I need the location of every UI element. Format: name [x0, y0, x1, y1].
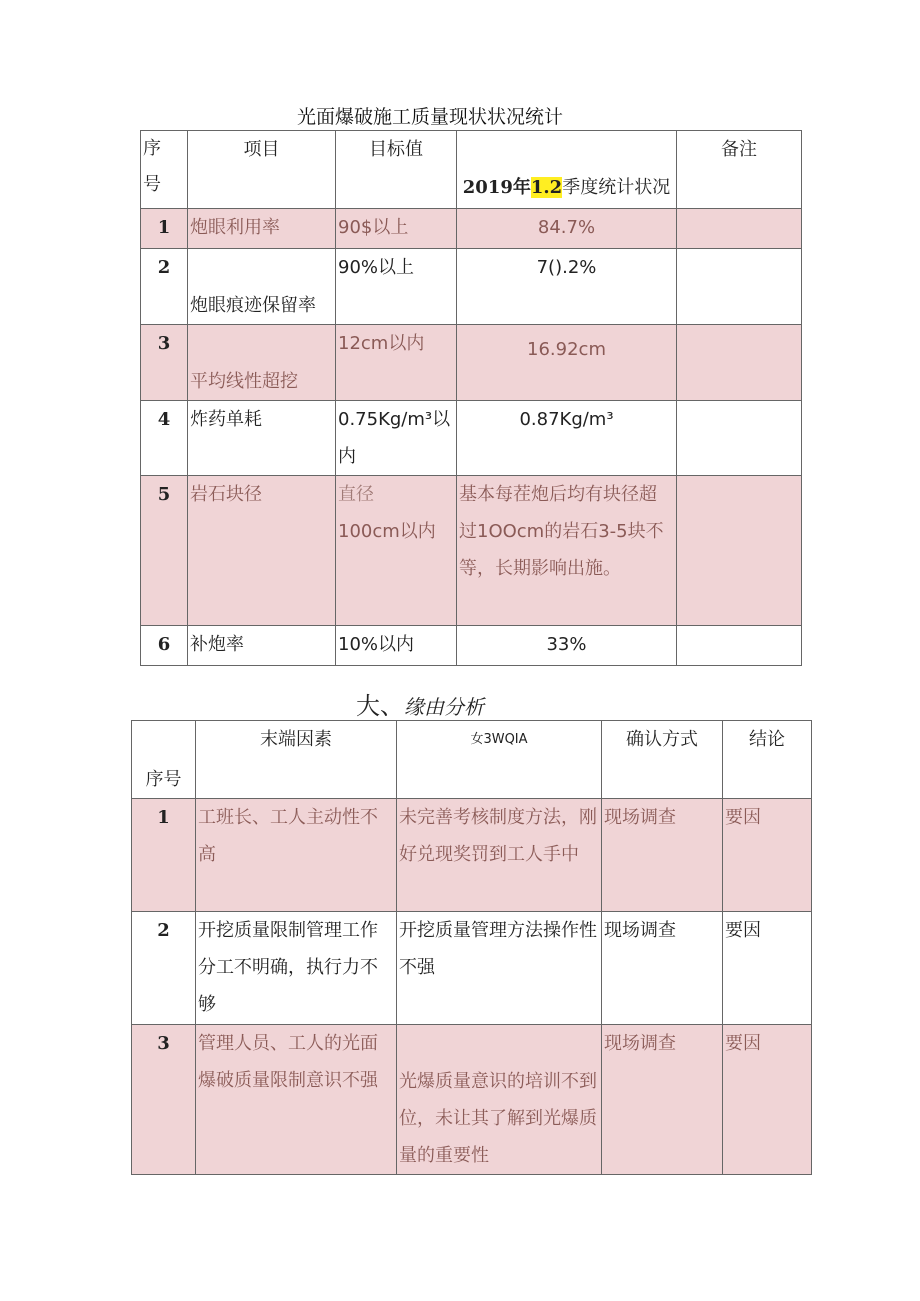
header-target [336, 131, 457, 209]
row-analysis: 未完善考核制度方法，刚好兑现奖罚到工人手中 [397, 799, 602, 912]
row-target [336, 476, 457, 626]
row-analysis: 光爆质量意识的培训不到位，未让其了解到光爆质量的重要性 [397, 1025, 602, 1175]
header-target-label: 目标值 [369, 139, 423, 160]
header-seq: 序号 [132, 721, 196, 799]
row-cause: 工班长、工人主动性不高 [196, 799, 397, 912]
row-method: 现场调查 [602, 799, 723, 912]
row-item: 炸药单耗 [188, 401, 336, 476]
row-stat: 7().2% [457, 249, 677, 325]
table-row [141, 401, 802, 476]
table-row [141, 249, 802, 325]
row-target: 90$以上 [336, 209, 457, 249]
row-no: 1 [141, 209, 188, 249]
row-item: 炮眼利用率 [188, 209, 336, 249]
row-item: 岩石块径 [188, 476, 336, 626]
table-row [141, 626, 802, 666]
row-no: 5 [141, 476, 188, 626]
row-item: 平均线性超挖 [188, 325, 336, 401]
row-target-line1: 直径 [338, 484, 374, 505]
section-heading [0, 686, 840, 721]
row-stat: 16.92cm [457, 325, 677, 401]
table-header-row [132, 721, 812, 799]
header-stat [457, 131, 677, 209]
table-header-row [141, 131, 802, 209]
row-no: 4 [141, 401, 188, 476]
row-analysis: 开挖质量管理方法操作性不强 [397, 912, 602, 1025]
row-target-line2: 100cm以内 [338, 521, 436, 542]
row-no: 3 [132, 1025, 196, 1175]
row-no: 6 [141, 626, 188, 666]
row-target: 12cm以内 [336, 325, 457, 401]
header-remark [677, 131, 802, 209]
row-conclusion: 要因 [723, 912, 812, 1025]
header-remark-label: 备注 [721, 139, 757, 160]
header-item-label: 项目 [243, 139, 280, 160]
header-stat-prefix: 2019年 [462, 177, 531, 198]
section-title: 缘由分析 [404, 695, 484, 719]
row-item: 炮眼痕迹保留率 [188, 249, 336, 325]
row-target: 0.75Kg∕m³以内 [336, 401, 457, 476]
row-remark [677, 325, 802, 401]
row-remark [677, 626, 802, 666]
row-cause: 管理人员、工人的光面爆破质量限制意识不强 [196, 1025, 397, 1175]
row-conclusion: 要因 [723, 799, 812, 912]
row-stat: 84.7% [457, 209, 677, 249]
row-stat: 33% [457, 626, 677, 666]
row-method: 现场调查 [602, 1025, 723, 1175]
row-remark [677, 476, 802, 626]
row-no: 1 [132, 799, 196, 912]
header-stat-suffix: 季度统计状况 [562, 177, 671, 198]
row-no: 3 [141, 325, 188, 401]
table-row [132, 1025, 812, 1175]
header-seq-line1: 序 [143, 138, 161, 159]
row-target: 10%以内 [336, 626, 457, 666]
row-cause: 开挖质量限制管理工作分工不明确，执行力不够 [196, 912, 397, 1025]
row-stat: 基本每茬炮后均有块径超过1OOcm的岩石3-5块不等，长期影响出施。 [457, 476, 677, 626]
header-seq [141, 131, 188, 209]
header-analysis: 女3WQIA [397, 721, 602, 799]
row-method: 现场调查 [602, 912, 723, 1025]
header-conclusion: 结论 [723, 721, 812, 799]
quality-status-table [140, 130, 802, 666]
row-remark [677, 249, 802, 325]
header-stat-highlight: 1.2 [530, 177, 563, 198]
cause-analysis-table [131, 720, 812, 1175]
row-no: 2 [132, 912, 196, 1025]
row-item: 补炮率 [188, 626, 336, 666]
table-row [132, 799, 812, 912]
row-no: 2 [141, 249, 188, 325]
table-row [141, 325, 802, 401]
header-cause: 末端因素 [196, 721, 397, 799]
table-row [141, 476, 802, 626]
row-stat: 0.87Kg∕m³ [457, 401, 677, 476]
table-row [132, 912, 812, 1025]
header-item [188, 131, 336, 209]
row-conclusion: 要因 [723, 1025, 812, 1175]
row-remark [677, 209, 802, 249]
row-remark [677, 401, 802, 476]
table-row [141, 209, 802, 249]
table1-title: 光面爆破施工质量现状状况统计 [296, 106, 563, 128]
header-method: 确认方式 [602, 721, 723, 799]
row-target: 90%以上 [336, 249, 457, 325]
section-prefix: 大、 [356, 692, 404, 720]
header-seq-line2: 号 [143, 174, 161, 195]
